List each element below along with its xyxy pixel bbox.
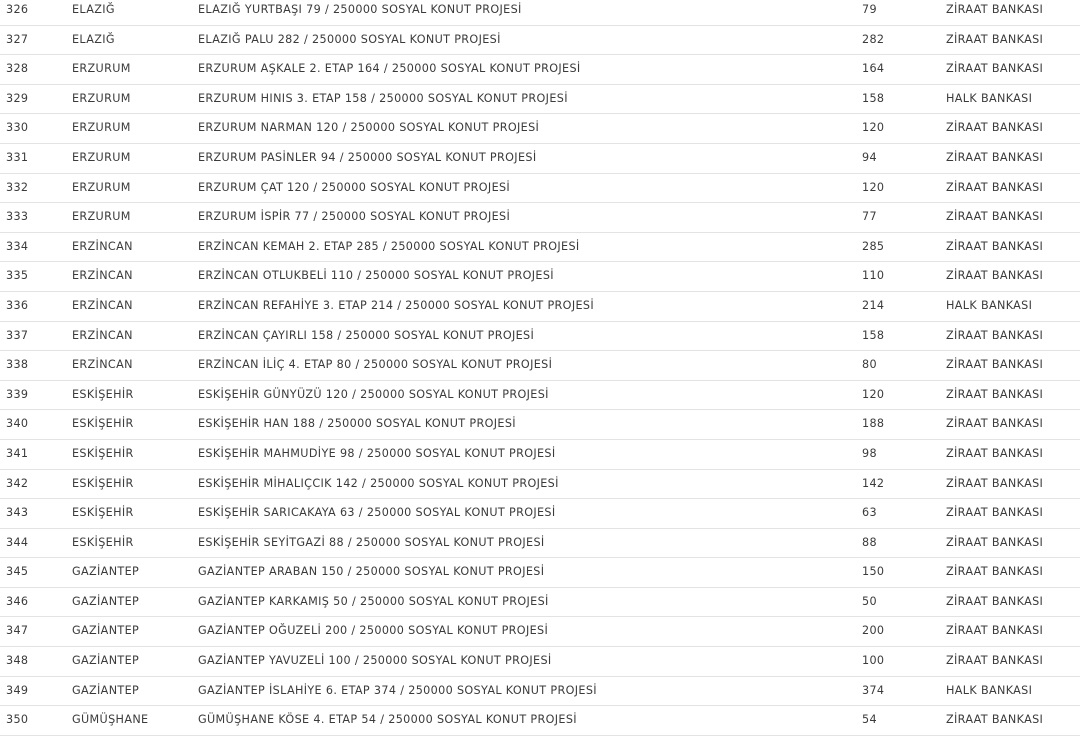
city-cell: ERZURUM	[72, 210, 131, 224]
project-name-cell: GAZİANTEP KARKAMIŞ 50 / 250000 SOSYAL KONUT PROJESİ	[198, 594, 549, 608]
row-number-cell: 342	[6, 476, 29, 490]
city-cell: ERZİNCAN	[72, 298, 133, 312]
row-number-cell: 347	[6, 624, 29, 638]
row-number-cell: 337	[6, 328, 29, 342]
bank-cell: ZİRAAT BANKASI	[946, 62, 1044, 76]
table-row	[0, 470, 1080, 500]
city-cell: ERZURUM	[72, 150, 131, 164]
bank-cell: ZİRAAT BANKASI	[946, 150, 1044, 164]
city-cell: ERZURUM	[72, 121, 131, 135]
project-name-cell: ERZURUM NARMAN 120 / 250000 SOSYAL KONUT PROJESİ	[198, 121, 540, 135]
table-row	[0, 647, 1080, 677]
row-number-cell: 335	[6, 269, 29, 283]
row-number-cell: 326	[6, 3, 29, 16]
unit-count-cell: 158	[862, 328, 885, 342]
row-number-cell: 340	[6, 417, 29, 431]
row-number-cell: 343	[6, 506, 29, 520]
project-name-cell: ESKİŞEHİR SEYİTGAZİ 88 / 250000 SOSYAL KONUT PROJESİ	[198, 535, 545, 549]
unit-count-cell: 100	[862, 654, 885, 668]
unit-count-cell: 188	[862, 417, 885, 431]
table-row	[0, 262, 1080, 292]
city-cell: ERZURUM	[72, 62, 131, 76]
project-name-cell: GÜMÜŞHANE KÖSE 4. ETAP 54 / 250000 SOSYAL KONUT PROJESİ	[198, 713, 577, 727]
row-number-cell: 341	[6, 446, 29, 460]
table-row	[0, 203, 1080, 233]
project-name-cell: ERZURUM HINIS 3. ETAP 158 / 250000 SOSYAL KONUT PROJESİ	[198, 91, 568, 105]
project-name-cell: ERZİNCAN OTLUKBELİ 110 / 250000 SOSYAL KONUT PROJESİ	[198, 269, 554, 283]
row-number-cell: 329	[6, 91, 29, 105]
city-cell: ESKİŞEHİR	[72, 387, 134, 401]
bank-cell: ZİRAAT BANKASI	[946, 476, 1044, 490]
row-number-cell: 345	[6, 565, 29, 579]
bank-cell: ZİRAAT BANKASI	[946, 3, 1044, 16]
row-number-cell: 332	[6, 180, 29, 194]
unit-count-cell: 214	[862, 298, 885, 312]
table-row	[0, 410, 1080, 440]
row-number-cell: 338	[6, 358, 29, 372]
bank-cell: ZİRAAT BANKASI	[946, 180, 1044, 194]
row-number-cell: 350	[6, 713, 29, 727]
table-row	[0, 322, 1080, 352]
bank-cell: ZİRAAT BANKASI	[946, 210, 1044, 224]
table-row	[0, 558, 1080, 588]
city-cell: ERZURUM	[72, 180, 131, 194]
bank-cell: ZİRAAT BANKASI	[946, 446, 1044, 460]
row-number-cell: 349	[6, 683, 29, 697]
table-row	[0, 706, 1080, 736]
city-cell: GAZİANTEP	[72, 624, 140, 638]
table-row	[0, 588, 1080, 618]
city-cell: GAZİANTEP	[72, 565, 140, 579]
table-row	[0, 351, 1080, 381]
table-row	[0, 529, 1080, 559]
row-number-cell: 334	[6, 239, 29, 253]
unit-count-cell: 142	[862, 476, 885, 490]
bank-cell: HALK BANKASI	[946, 91, 1033, 105]
project-name-cell: ESKİŞEHİR MAHMUDİYE 98 / 250000 SOSYAL KONUT PROJESİ	[198, 446, 556, 460]
city-cell: ESKİŞEHİR	[72, 446, 134, 460]
unit-count-cell: 120	[862, 180, 885, 194]
unit-count-cell: 120	[862, 387, 885, 401]
bank-cell: ZİRAAT BANKASI	[946, 417, 1044, 431]
table-row	[0, 381, 1080, 411]
table-row	[0, 114, 1080, 144]
city-cell: GÜMÜŞHANE	[72, 713, 149, 727]
bank-cell: HALK BANKASI	[946, 298, 1033, 312]
unit-count-cell: 98	[862, 446, 877, 460]
project-name-cell: ERZURUM PASİNLER 94 / 250000 SOSYAL KONUT PROJESİ	[198, 150, 537, 164]
project-name-cell: ESKİŞEHİR GÜNYÜZÜ 120 / 250000 SOSYAL KONUT PROJESİ	[198, 387, 549, 401]
table-row	[0, 26, 1080, 56]
unit-count-cell: 285	[862, 239, 885, 253]
bank-cell: ZİRAAT BANKASI	[946, 713, 1044, 727]
project-name-cell: ERZURUM ÇAT 120 / 250000 SOSYAL KONUT PROJESİ	[198, 180, 511, 194]
table-row	[0, 499, 1080, 529]
project-name-cell: ESKİŞEHİR MİHALIÇCIK 142 / 250000 SOSYAL KONUT PROJESİ	[198, 476, 559, 490]
project-name-cell: ERZİNCAN İLİÇ 4. ETAP 80 / 250000 SOSYAL KONUT PROJESİ	[198, 358, 553, 372]
unit-count-cell: 63	[862, 506, 877, 520]
city-cell: ERZİNCAN	[72, 358, 133, 372]
project-name-cell: ERZİNCAN ÇAYIRLI 158 / 250000 SOSYAL KONUT PROJESİ	[198, 328, 535, 342]
city-cell: ERZİNCAN	[72, 328, 133, 342]
table-row	[0, 617, 1080, 647]
bank-cell: ZİRAAT BANKASI	[946, 239, 1044, 253]
project-name-cell: ERZİNCAN REFAHİYE 3. ETAP 214 / 250000 SOSYAL KONUT PROJESİ	[198, 298, 594, 312]
city-cell: GAZİANTEP	[72, 654, 140, 668]
unit-count-cell: 120	[862, 121, 885, 135]
unit-count-cell: 374	[862, 683, 885, 697]
bank-cell: HALK BANKASI	[946, 683, 1033, 697]
row-number-cell: 346	[6, 594, 29, 608]
project-name-cell: GAZİANTEP İSLAHİYE 6. ETAP 374 / 250000 SOSYAL KONUT PROJESİ	[198, 683, 597, 697]
row-number-cell: 333	[6, 210, 29, 224]
city-cell: ESKİŞEHİR	[72, 476, 134, 490]
bank-cell: ZİRAAT BANKASI	[946, 535, 1044, 549]
project-name-cell: ESKİŞEHİR SARICAKAYA 63 / 250000 SOSYAL KONUT PROJESİ	[198, 506, 556, 520]
city-cell: ERZURUM	[72, 91, 131, 105]
city-cell: ERZİNCAN	[72, 269, 133, 283]
project-name-cell: ERZİNCAN KEMAH 2. ETAP 285 / 250000 SOSYAL KONUT PROJESİ	[198, 239, 580, 253]
unit-count-cell: 200	[862, 624, 885, 638]
bank-cell: ZİRAAT BANKASI	[946, 269, 1044, 283]
row-number-cell: 339	[6, 387, 29, 401]
city-cell: ESKİŞEHİR	[72, 417, 134, 431]
row-number-cell: 336	[6, 298, 29, 312]
bank-cell: ZİRAAT BANKASI	[946, 565, 1044, 579]
unit-count-cell: 54	[862, 713, 877, 727]
bank-cell: ZİRAAT BANKASI	[946, 387, 1044, 401]
bank-cell: ZİRAAT BANKASI	[946, 654, 1044, 668]
city-cell: ELAZIĞ	[72, 32, 115, 46]
city-cell: GAZİANTEP	[72, 594, 140, 608]
project-name-cell: ERZURUM İSPİR 77 / 250000 SOSYAL KONUT PROJESİ	[198, 210, 511, 224]
table-row	[0, 292, 1080, 322]
unit-count-cell: 77	[862, 210, 877, 224]
row-number-cell: 330	[6, 121, 29, 135]
table-row	[0, 233, 1080, 263]
unit-count-cell: 80	[862, 358, 877, 372]
table-row	[0, 174, 1080, 204]
project-name-cell: GAZİANTEP YAVUZELİ 100 / 250000 SOSYAL KONUT PROJESİ	[198, 654, 552, 668]
project-name-cell: ESKİŞEHİR HAN 188 / 250000 SOSYAL KONUT PROJESİ	[198, 417, 516, 431]
unit-count-cell: 164	[862, 62, 885, 76]
table-row	[0, 440, 1080, 470]
project-name-cell: ERZURUM AŞKALE 2. ETAP 164 / 250000 SOSYAL KONUT PROJESİ	[198, 62, 581, 76]
table-row	[0, 0, 1080, 26]
bank-cell: ZİRAAT BANKASI	[946, 121, 1044, 135]
table-row	[0, 677, 1080, 707]
table-row	[0, 55, 1080, 85]
row-number-cell: 328	[6, 62, 29, 76]
city-cell: ESKİŞEHİR	[72, 506, 134, 520]
unit-count-cell: 158	[862, 91, 885, 105]
city-cell: ERZİNCAN	[72, 239, 133, 253]
project-name-cell: ELAZIĞ YURTBAŞI 79 / 250000 SOSYAL KONUT PROJESİ	[198, 3, 522, 16]
bank-cell: ZİRAAT BANKASI	[946, 506, 1044, 520]
unit-count-cell: 110	[862, 269, 885, 283]
row-number-cell: 331	[6, 150, 29, 164]
unit-count-cell: 50	[862, 594, 877, 608]
bank-cell: ZİRAAT BANKASI	[946, 624, 1044, 638]
unit-count-cell: 94	[862, 150, 877, 164]
table-row	[0, 85, 1080, 115]
bank-cell: ZİRAAT BANKASI	[946, 594, 1044, 608]
city-cell: ELAZIĞ	[72, 3, 115, 16]
unit-count-cell: 282	[862, 32, 885, 46]
unit-count-cell: 150	[862, 565, 885, 579]
row-number-cell: 327	[6, 32, 29, 46]
row-number-cell: 348	[6, 654, 29, 668]
project-name-cell: GAZİANTEP ARABAN 150 / 250000 SOSYAL KONUT PROJESİ	[198, 565, 545, 579]
table-row	[0, 144, 1080, 174]
unit-count-cell: 88	[862, 535, 877, 549]
bank-cell: ZİRAAT BANKASI	[946, 32, 1044, 46]
project-name-cell: ELAZIĞ PALU 282 / 250000 SOSYAL KONUT PROJESİ	[198, 32, 501, 46]
row-number-cell: 344	[6, 535, 29, 549]
city-cell: GAZİANTEP	[72, 683, 140, 697]
bank-cell: ZİRAAT BANKASI	[946, 358, 1044, 372]
unit-count-cell: 79	[862, 3, 877, 16]
bank-cell: ZİRAAT BANKASI	[946, 328, 1044, 342]
project-name-cell: GAZİANTEP OĞUZELİ 200 / 250000 SOSYAL KONUT PROJESİ	[198, 624, 549, 638]
city-cell: ESKİŞEHİR	[72, 535, 134, 549]
